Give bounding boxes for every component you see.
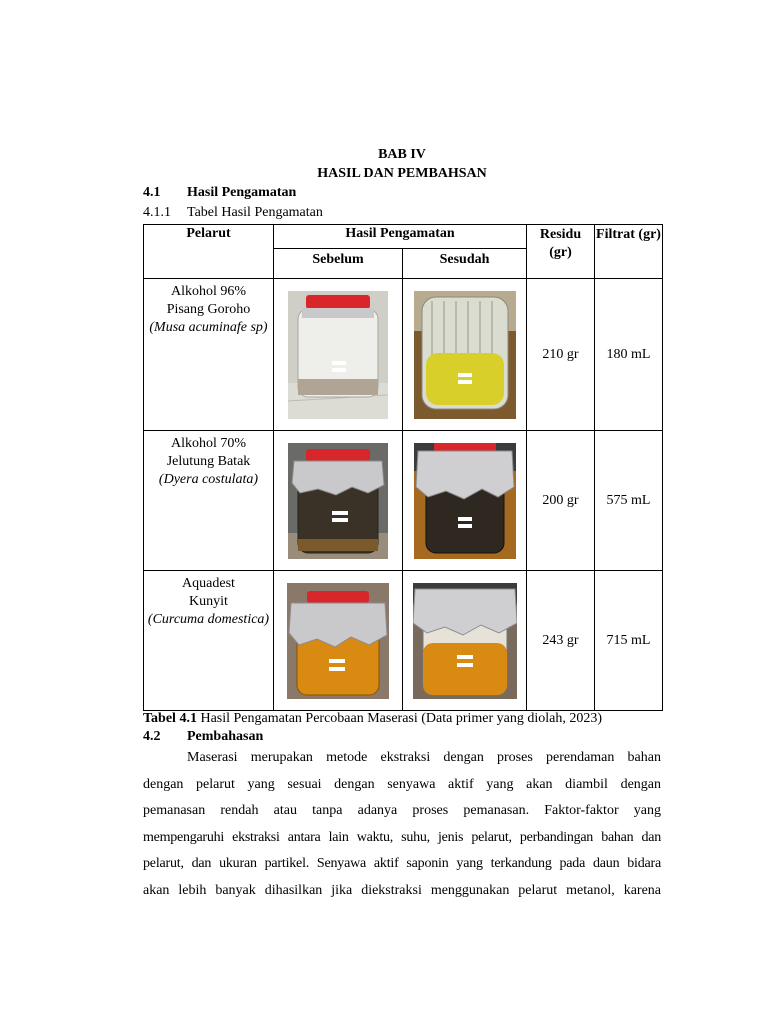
latin-name: (Dyera costulata) — [158, 472, 259, 487]
jar-dark-foil-photo — [288, 443, 388, 559]
solvent-cell — [144, 279, 274, 431]
latin-name: (Musa acuminafe sp) — [149, 320, 268, 335]
filtrat-value: 180 mL — [595, 279, 663, 431]
paragraph-line: Maserasi merupakan metode ekstraksi dengan proses perendaman bahan — [187, 750, 661, 765]
residu-value: 210 gr — [527, 279, 595, 431]
subsection-number: 4.1.1 — [143, 205, 171, 220]
body-paragraph — [143, 745, 661, 904]
observation-table — [143, 224, 663, 711]
jar-milky-white-photo — [288, 291, 388, 419]
photo-after — [403, 279, 527, 431]
section-title: Hasil Pengamatan — [187, 185, 297, 200]
subsection-heading-4-1-1 — [143, 205, 323, 221]
photo-before — [274, 279, 403, 431]
solvent-name: Aquadest — [182, 576, 235, 591]
plant-name: Jelutung Batak — [166, 454, 251, 469]
header-sesudah: Sesudah — [403, 249, 527, 279]
section-number: 4.1 — [143, 185, 161, 200]
chapter-title: HASIL DAN PEMBAHSAN — [317, 166, 487, 181]
section-number: 4.2 — [143, 729, 161, 744]
solvent-name: Alkohol 70% — [170, 436, 247, 451]
latin-name: (Curcuma domestica) — [147, 612, 270, 627]
photo-after — [403, 431, 527, 571]
section-title: Pembahasan — [187, 729, 264, 744]
plant-name: Kunyit — [189, 594, 228, 609]
header-filtrat: Filtrat (gr) — [595, 225, 663, 279]
table-row — [144, 571, 663, 711]
filtrat-value: 575 mL — [595, 431, 663, 571]
jar-dark-foil-photo — [414, 443, 516, 559]
table-row — [144, 431, 663, 571]
header-pelarut: Pelarut — [144, 225, 274, 279]
paragraph-line: akan lebih banyak dihasilkan jika diekstraksi menggunakan pelarut metanol, karena — [143, 882, 661, 898]
header-residu: Residu (gr) — [527, 225, 595, 279]
jar-orange-foil-photo — [413, 583, 517, 699]
jar-yellow-liquid-photo — [414, 291, 516, 419]
header-sebelum: Sebelum — [274, 249, 403, 279]
paragraph-line: dengan pelarut yang sesuai dengan senyawa aktif yang akan diambil dengan — [143, 776, 661, 792]
residu-value: 243 gr — [527, 571, 595, 711]
section-heading-4-1 — [143, 185, 296, 201]
table-row — [144, 279, 663, 431]
photo-after — [403, 571, 527, 711]
caption-text: Hasil Pengamatan Percobaan Maserasi (Data primer yang diolah, 2023) — [196, 711, 603, 726]
table-caption — [143, 711, 602, 727]
plant-name: Pisang Goroho — [166, 302, 251, 317]
paragraph-line: pemanasan rendah atau tanpa adanya proses pemanasan. Faktor-faktor yang — [143, 803, 661, 818]
filtrat-value: 715 mL — [595, 571, 663, 711]
chapter-number: BAB IV — [378, 147, 426, 162]
solvent-cell — [144, 571, 274, 711]
residu-value: 200 gr — [527, 431, 595, 571]
jar-orange-foil-photo — [287, 583, 389, 699]
subsection-title: Tabel Hasil Pengamatan — [187, 205, 323, 220]
photo-before — [274, 431, 403, 571]
solvent-name: Alkohol 96% — [170, 284, 247, 299]
paragraph-line: pelarut, dan ukuran partikel. Senyawa aktif saponin yang terkandung pada daun bidara — [143, 856, 661, 871]
section-heading-4-2 — [143, 729, 263, 745]
caption-label: Tabel 4.1 — [143, 711, 197, 726]
solvent-cell — [144, 431, 274, 571]
header-hasil-pengamatan: Hasil Pengamatan — [274, 225, 527, 249]
paragraph-line: mempengaruhi ekstraksi antara lain waktu, suhu, jenis pelarut, perbandingan bahan dan — [143, 829, 661, 845]
photo-before — [274, 571, 403, 711]
